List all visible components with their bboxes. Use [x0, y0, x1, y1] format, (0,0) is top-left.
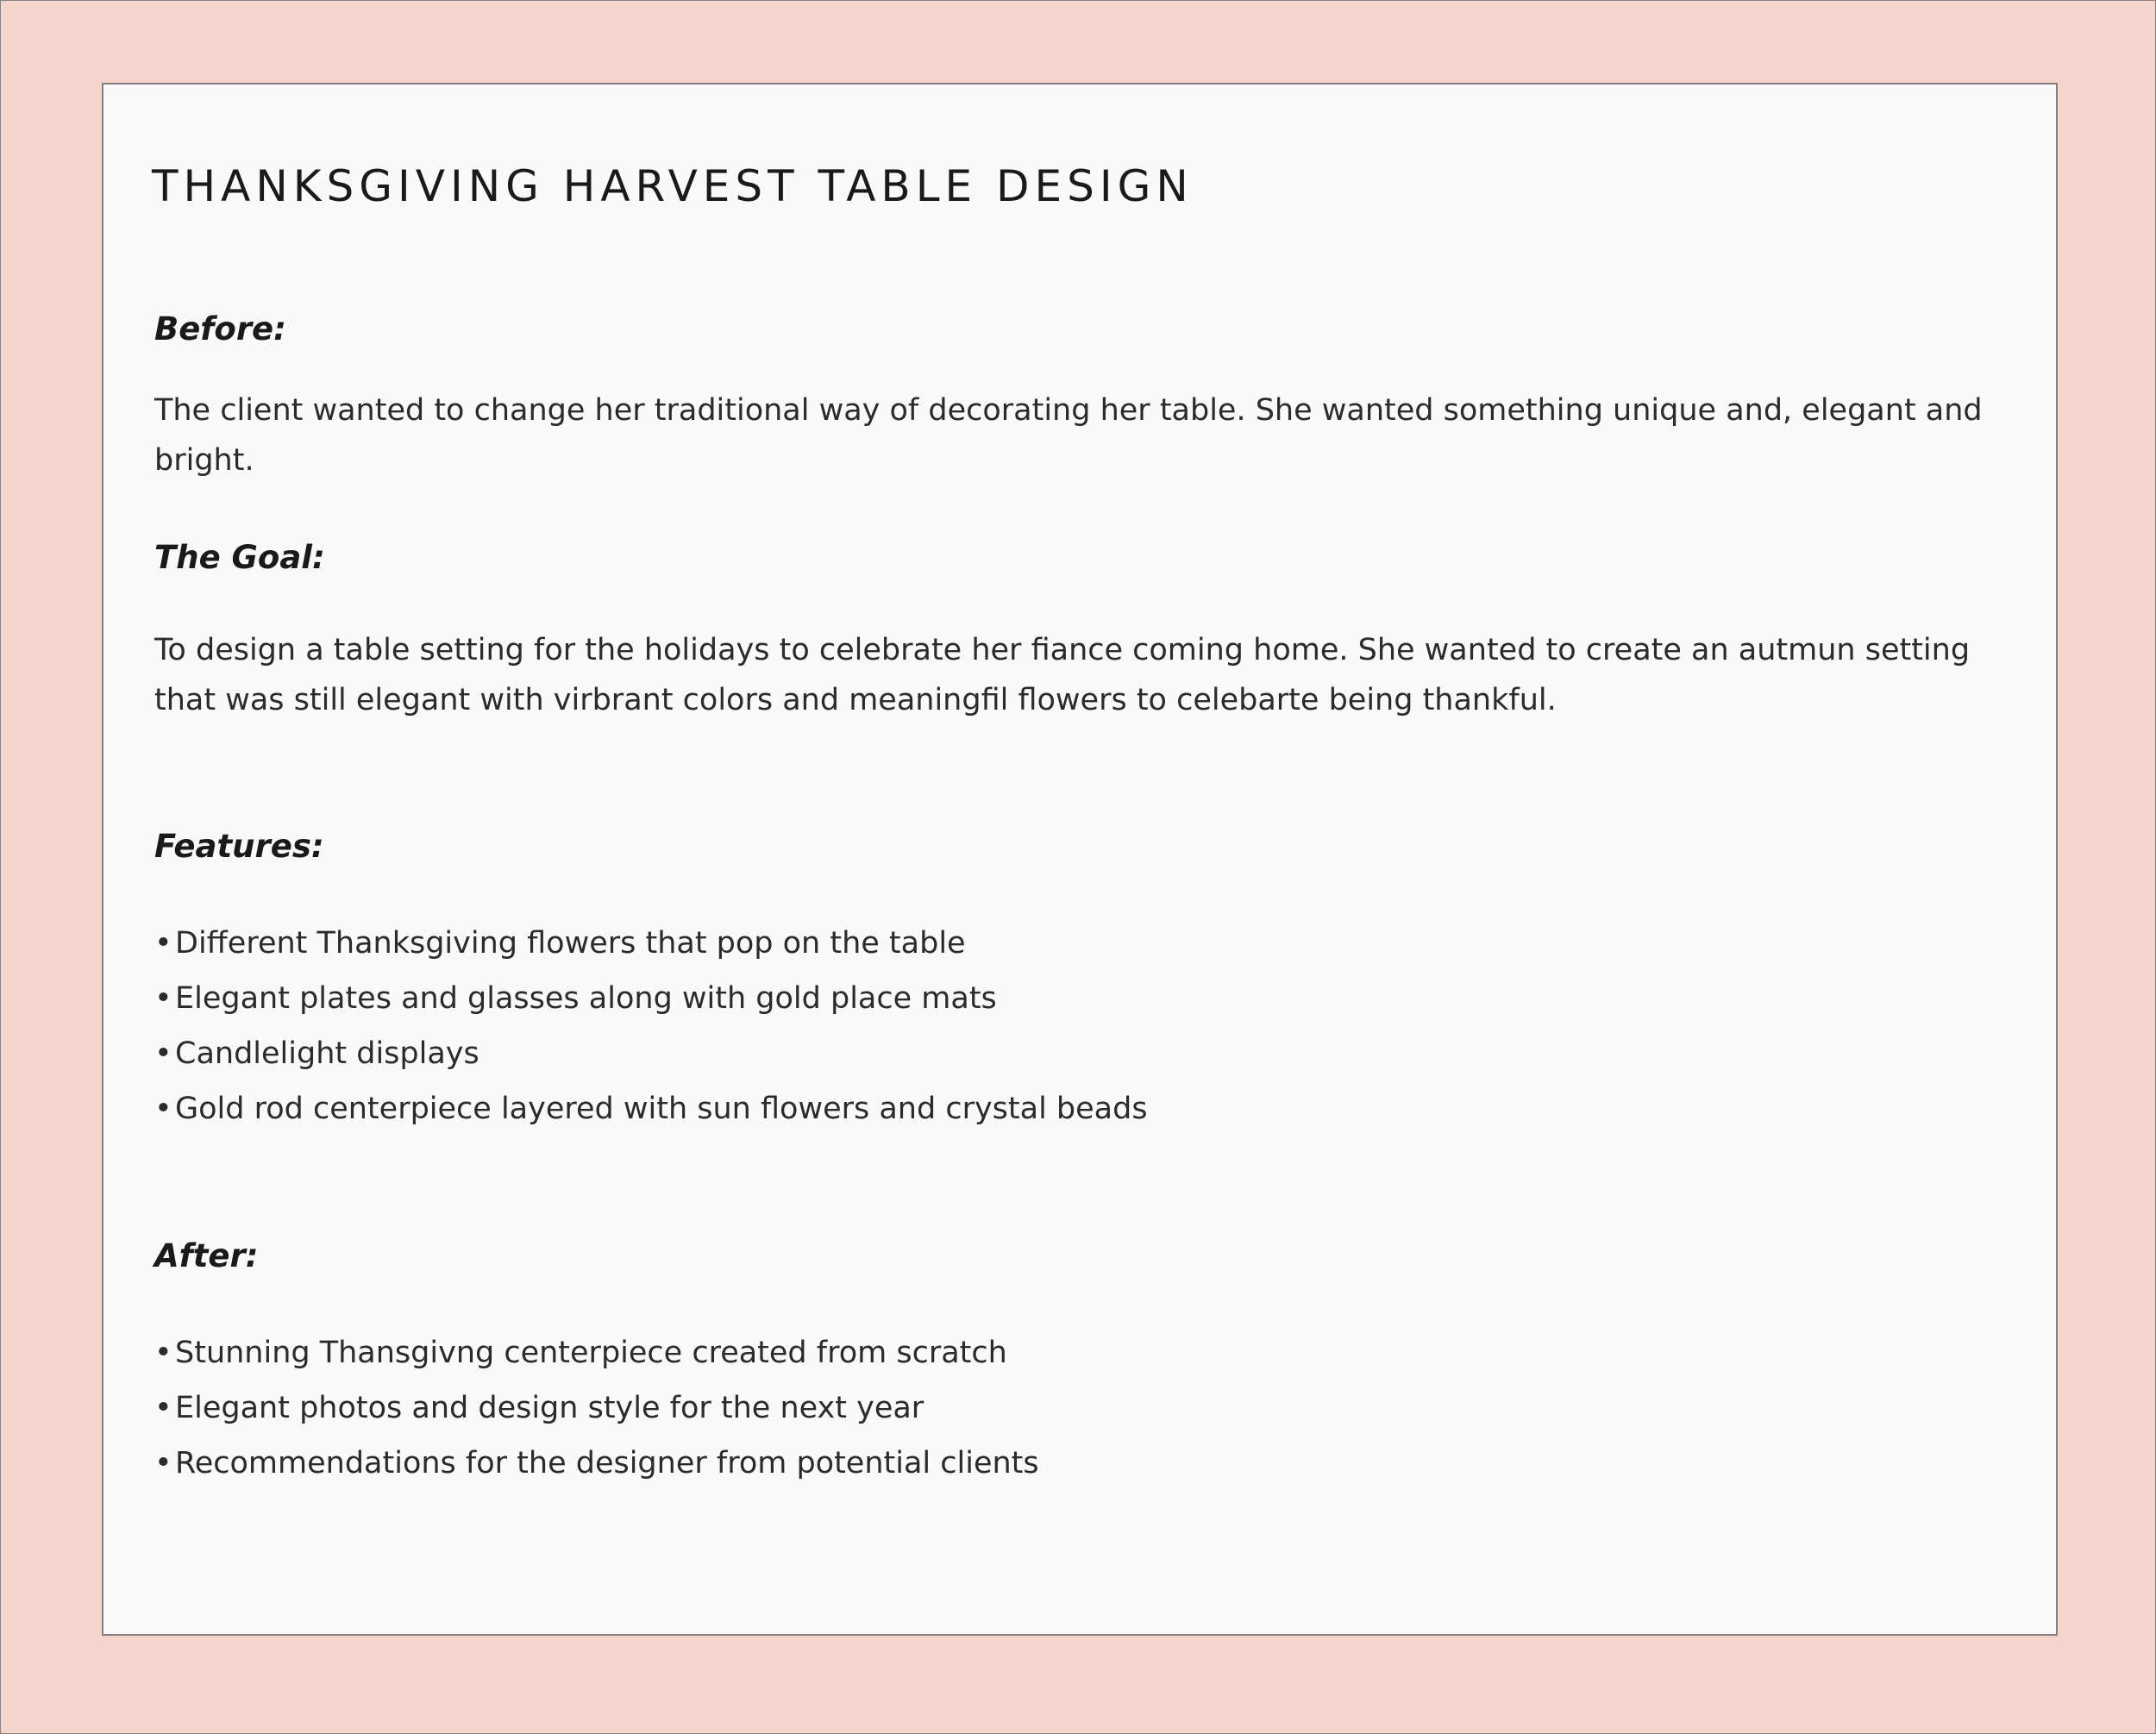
page-title: THANKSGIVING HARVEST TABLE DESIGN	[152, 161, 1194, 211]
features-label: Features:	[154, 828, 324, 865]
feature-item-text: Candlelight displays	[175, 1036, 479, 1071]
bullet-icon: •	[154, 1092, 172, 1126]
after-list	[154, 1325, 1039, 1491]
list-item	[154, 1026, 1148, 1081]
after-item-text: Stunning Thansgivng centerpiece created from scratch	[175, 1336, 1007, 1370]
list-item	[154, 971, 1148, 1026]
bullet-icon: •	[154, 1336, 172, 1370]
list-item	[154, 1325, 1039, 1380]
list-item	[154, 916, 1148, 971]
list-item	[154, 1081, 1148, 1136]
list-item	[154, 1380, 1039, 1436]
bullet-icon: •	[154, 926, 172, 961]
after-item-text: Elegant photos and design style for the next year	[175, 1391, 924, 1425]
bullet-icon: •	[154, 981, 172, 1016]
list-item	[154, 1436, 1039, 1491]
bullet-icon: •	[154, 1036, 172, 1071]
bullet-icon: •	[154, 1446, 172, 1480]
feature-item-text: Elegant plates and glasses along with gold place mats	[175, 981, 997, 1016]
content-card	[102, 83, 2058, 1636]
bullet-icon: •	[154, 1391, 172, 1425]
after-label: After:	[154, 1237, 259, 1274]
goal-text: To design a table setting for the holidays to celebrate her fiance coming home. She wanted to create an autmun setting that was still elegant with virbrant colors and meaningfil flowers to celebarte being thankful.	[154, 633, 1971, 717]
before-label: Before:	[154, 310, 286, 347]
after-item-text: Recommendations for the designer from potential clients	[175, 1446, 1039, 1480]
goal-label: The Goal:	[154, 539, 325, 576]
features-list	[154, 916, 1148, 1136]
before-text: The client wanted to change her traditional way of decorating her table. She wanted something unique and, elegant and bright.	[154, 393, 1983, 478]
feature-item-text: Gold rod centerpiece layered with sun flowers and crystal beads	[175, 1092, 1148, 1126]
feature-item-text: Different Thanksgiving flowers that pop on the table	[175, 926, 966, 961]
